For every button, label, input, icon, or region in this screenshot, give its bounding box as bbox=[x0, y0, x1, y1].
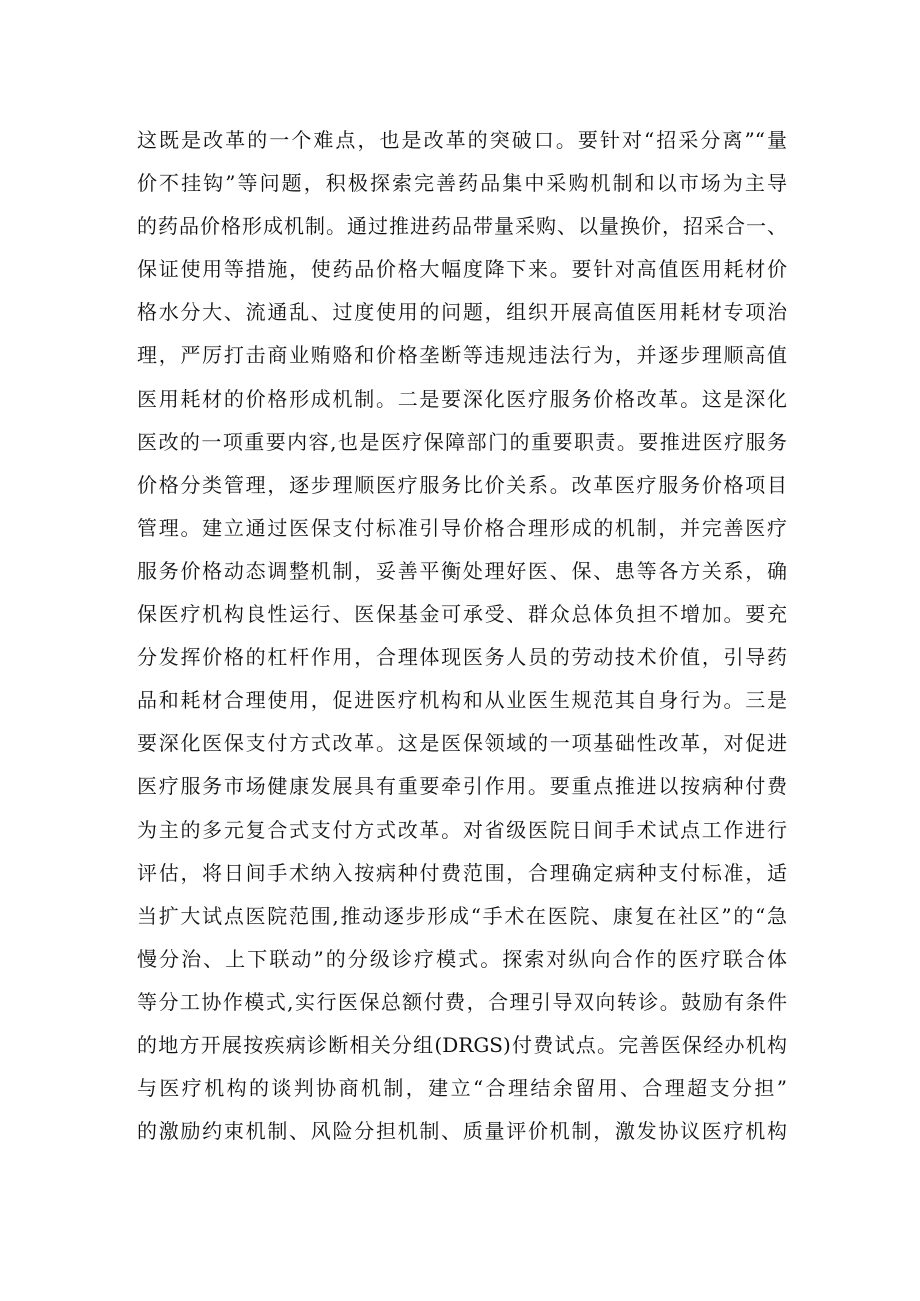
text-line: 为主的多元复合式支付方式改革。对省级医院日间手术试点工作进行 bbox=[137, 817, 787, 842]
text-line: 当扩大试点医院范围,推动逐步形成“手术在医院、康复在社区”的“急 bbox=[137, 903, 787, 928]
text-line: 服务价格动态调整机制，妥善平衡处理好医、保、患等各方关系，确 bbox=[137, 558, 787, 583]
text-line: 要深化医保支付方式改革。这是医保领域的一项基础性改革，对促进 bbox=[137, 731, 787, 756]
text-line: 的药品价格形成机制。通过推进药品带量采购、以量换价，招采合一、 bbox=[137, 214, 787, 239]
text-line: 医用耗材的价格形成机制。二是要深化医疗服务价格改革。这是深化 bbox=[137, 386, 787, 411]
text-line: 慢分治、上下联动”的分级诊疗模式。探索对纵向合作的医疗联合体 bbox=[137, 946, 787, 971]
text-line: 价不挂钩”等问题，积极探索完善药品集中采购机制和以市场为主导 bbox=[137, 171, 787, 196]
text-line: 管理。建立通过医保支付标准引导价格合理形成的机制，并完善医疗 bbox=[137, 515, 787, 540]
text-line: 医疗服务市场健康发展具有重要牵引作用。要重点推进以按病种付费 bbox=[137, 774, 787, 799]
text-line: 价格分类管理，逐步理顺医疗服务比价关系。改革医疗服务价格项目 bbox=[137, 472, 787, 497]
text-line: 保证使用等措施，使药品价格大幅度降下来。要针对高值医用耗材价 bbox=[137, 257, 787, 282]
text-line: 这既是改革的一个难点，也是改革的突破口。要针对“招采分离”“量 bbox=[137, 128, 787, 152]
text-line: 评估，将日间手术纳入按病种付费范围，合理确定病种支付标准，适 bbox=[137, 860, 787, 885]
text-line: 与医疗机构的谈判协商机制，建立“合理结余留用、合理超支分担” bbox=[137, 1076, 787, 1101]
text-line: 保医疗机构良性运行、医保基金可承受、群众总体负担不增加。要充 bbox=[137, 602, 787, 627]
text-line: 的激励约束机制、风险分担机制、质量评价机制，激发协议医疗机构 bbox=[137, 1119, 787, 1144]
text-line: 理，严厉打击商业贿赂和价格垄断等违规违法行为，并逐步理顺高值 bbox=[137, 343, 787, 368]
text-line: 格水分大、流通乱、过度使用的问题，组织开展高值医用耗材专项治 bbox=[137, 300, 787, 325]
body-text bbox=[137, 119, 787, 1153]
text-line: 分发挥价格的杠杆作用，合理体现医务人员的劳动技术价值，引导药 bbox=[137, 645, 787, 670]
text-line: 的地方开展按疾病诊断相关分组(DRGS)付费试点。完善医保经办机构 bbox=[137, 1032, 787, 1057]
text-line: 品和耗材合理使用，促进医疗机构和从业医生规范其自身行为。三是 bbox=[137, 688, 787, 713]
text-line: 等分工协作模式,实行医保总额付费，合理引导双向转诊。鼓励有条件 bbox=[137, 989, 787, 1014]
text-line: 医改的一项重要内容,也是医疗保障部门的重要职责。要推进医疗服务 bbox=[137, 429, 787, 454]
